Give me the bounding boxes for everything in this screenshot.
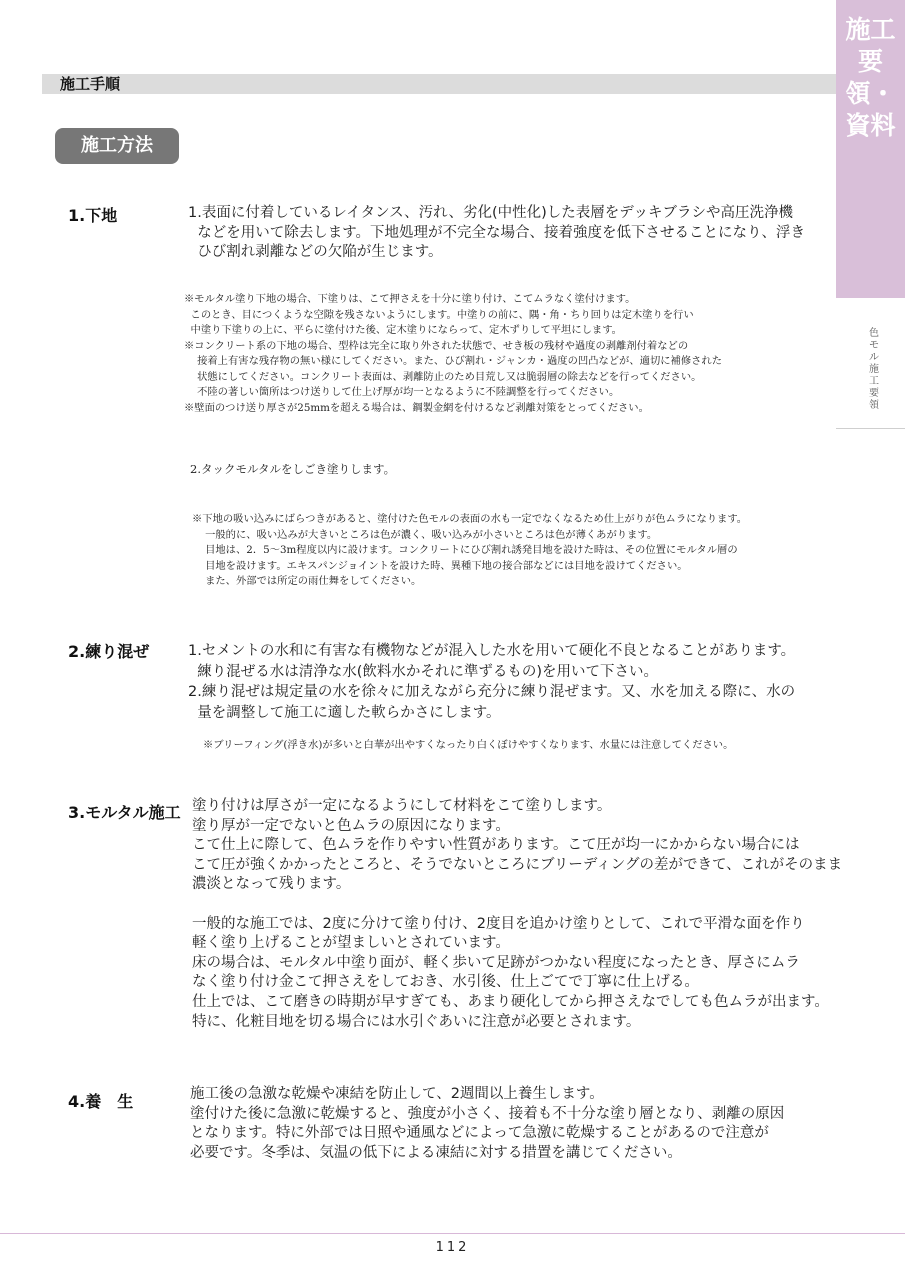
note-line: 目地を設けます。エキスパンジョイントを設けた時、異種下地の接合部などには目地を設けてください。	[192, 559, 688, 572]
note-line: このとき、目につくような空隙を残さないようにします。中塗りの前に、隅・角・ちり回りは定木塗りを行い	[184, 308, 694, 321]
section-1-main-text: 1.表面に付着しているレイタンス、汚れ、劣化(中性化)した表層をデッキブラシや高圧洗浄機 などを用いて除去します。下地処理が不完全な場合、接着強度を低下させることになり、浮き ひび割れ剥離などの欠陥が生じます。	[188, 205, 806, 260]
note-line: ※コンクリート系の下地の場合、型枠は完全に取り外された状態で、せき板の残材や過度の剥離剤付着などの	[184, 339, 689, 352]
page-number: 112	[435, 1240, 470, 1255]
footer-divider	[0, 1233, 905, 1234]
section-2-heading: 2.練り混ぜ	[68, 642, 150, 661]
method-label: 施工方法	[81, 135, 153, 156]
section-4-main-text: 施工後の急激な乾燥や凍結を防止して、2週間以上養生します。 塗付けた後に急激に乾燥すると、強度が小さく、接着も不十分な塗り層となり、剥離の原因 となります。特に外部では日照や通風などによって急激に乾燥することがあるので注意が 必要です。冬季は、気温の低下による凍結に対する措置を講じてください。	[190, 1086, 785, 1161]
note-line: ※壁面のつけ送り厚さが25mmを超える場合は、鋼製金網を付けるなど剥離対策をとってください。	[184, 401, 649, 414]
side-tab	[836, 0, 905, 298]
section-3-main-text: 塗り付けは厚さが一定になるようにして材料をこて塗りします。 塗り厚が一定でないと色ムラの原因になります。 こて仕上に際して、色ムラを作りやすい性質があります。こて圧が均一にかからない場合には こて圧が強くかかったところと、そうでないところにブリーディングの差ができて、これがそのまま 濃淡となって残ります。 一般的な施工では、2度に分けて塗り付け、2度目を追かけ塗りとして、これで平滑な面を作り 軽く塗り上げることが望ましいとされています。 床の場合は、モルタル中塗り面が、軽く歩いて足跡がつかない程度になったとき、厚さにムラ なく塗り付け金こて押さえをしておき、水引後、仕上ごてで丁寧に仕上げる。 仕上では、こて磨きの時期が早すぎても、あまり硬化してから押さえなでしても色ムラが出ます。 特に、化粧目地を切る場合には水引ぐあいに注意が必要とされます。	[192, 798, 843, 1030]
note-line: 目地は、2．5～3m程度以内に設けます。コンクリートにひび割れ誘発目地を設けた時は、その位置にモルタル層の	[192, 544, 738, 556]
header-title: 施工手順	[60, 75, 121, 93]
note-line: 中塗り下塗りの上に、平らに塗付けた後、定木塗りにならって、定木ずりして平坦にします。	[184, 324, 622, 336]
note-line: 状態にしてください。コンクリート表面は、剥離防止のため目荒し又は脆弱層の除去などを行ってください。	[184, 370, 702, 383]
section-2-note: ※ブリーフィング(浮き水)が多いと白華が出やすくなったり白くぼけやすくなります、水量には注意してください。	[203, 739, 734, 751]
section-1-item-2: 2.タックモルタルをしごき塗りします。	[190, 462, 396, 476]
note-line: ※下地の吸い込みにばらつきがあると、塗付けた色モルの表面の水も一定でなくなるため仕上がりが色ムラになります。	[192, 513, 748, 525]
section-1-heading: 1.下地	[68, 206, 118, 225]
note-line: 不陸の著しい箇所はつけ送りして仕上げ厚が均一となるように不陸調整を行ってください。	[184, 386, 620, 398]
side-tab-title: 施工要領・資料	[845, 15, 896, 140]
section-1-notes-1	[184, 292, 722, 416]
method-label-box	[55, 128, 179, 164]
header-bar	[42, 74, 836, 94]
note-line: ※モルタル塗り下地の場合、下塗りは、こて押さえを十分に塗り付け、こてムラなく塗付けます。	[184, 293, 636, 305]
note-line: 一般的に、吸い込みが大きいところは色が濃く、吸い込みが小さいところは色が薄くあがります。	[192, 528, 658, 541]
note-line: また、外部では所定の雨仕舞をしてください。	[192, 575, 422, 587]
side-subtitle: 色モル施工要領	[869, 328, 879, 411]
side-divider	[836, 428, 905, 429]
section-1-notes-2	[192, 512, 747, 590]
section-4-heading: 4.養 生	[68, 1092, 134, 1111]
section-2-main-text: 1.セメントの水和に有害な有機物などが混入した水を用いて硬化不良となることがあります。 練り混ぜる水は清浄な水(飲料水かそれに準ずるもの)を用いて下さい。 2.練り混ぜは規定量の水を徐々に加えながら充分に練り混ぜます。又、水を加える際に、水の 量を調整して施工に適した軟らかさにします。	[188, 643, 796, 721]
note-line: 接着上有害な残存物の無い様にしてください。また、ひび割れ・ジャンカ・過度の凹凸などが、適切に補修された	[184, 355, 723, 367]
section-3-heading: 3.モルタル施工	[68, 803, 181, 822]
